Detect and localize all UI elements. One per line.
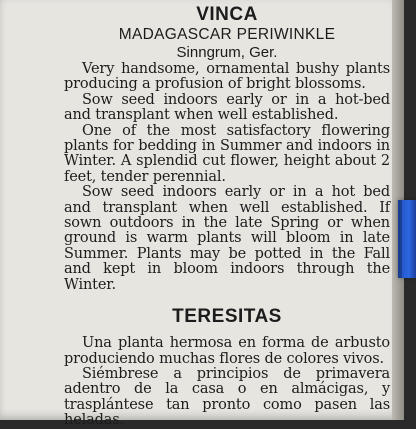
document-body xyxy=(64,4,390,429)
teresitas-section xyxy=(64,306,390,428)
vinca-subtitle: MADAGASCAR PERIWINKLE xyxy=(118,26,336,43)
vinca-section xyxy=(64,4,390,293)
blue-tab-marker xyxy=(398,200,416,278)
vinca-paragraph-3: One of the most satisfactory flowering plants for bedding in Summer and indoors in Winter. A splendid cut flower, height about 2 feet, tender perennial. xyxy=(64,122,390,185)
vinca-paragraph-2: Sow seed indoors early or in a hot-bed and transplant when well established. xyxy=(64,91,390,124)
teresitas-paragraph-2: Siémbrese a principios de primavera adentro de la casa o en almácigas, y trasplántese tan pronto como pasen las heladas. xyxy=(64,365,390,429)
teresitas-title: TERESITAS xyxy=(172,306,282,328)
vinca-paragraph-4: Sow seed indoors early or in a hot bed and transplant when well established. If sown outdoors in the late Spring or when ground is warm plants will bloom in late Summer. Plants may be potted in the Fall and kept in bloom indoors through the Winter. xyxy=(64,184,390,293)
vinca-alt-name: Sinngrum, Ger. xyxy=(176,44,278,61)
vinca-paragraph-1: Very handsome, ornamental bushy plants producing a profusion of bright blossoms. xyxy=(64,61,390,93)
vinca-title: VINCA xyxy=(196,4,258,25)
teresitas-paragraph-1: Una planta hermosa en forma de arbusto produciendo muchas flores de colores vivos. xyxy=(64,335,390,367)
